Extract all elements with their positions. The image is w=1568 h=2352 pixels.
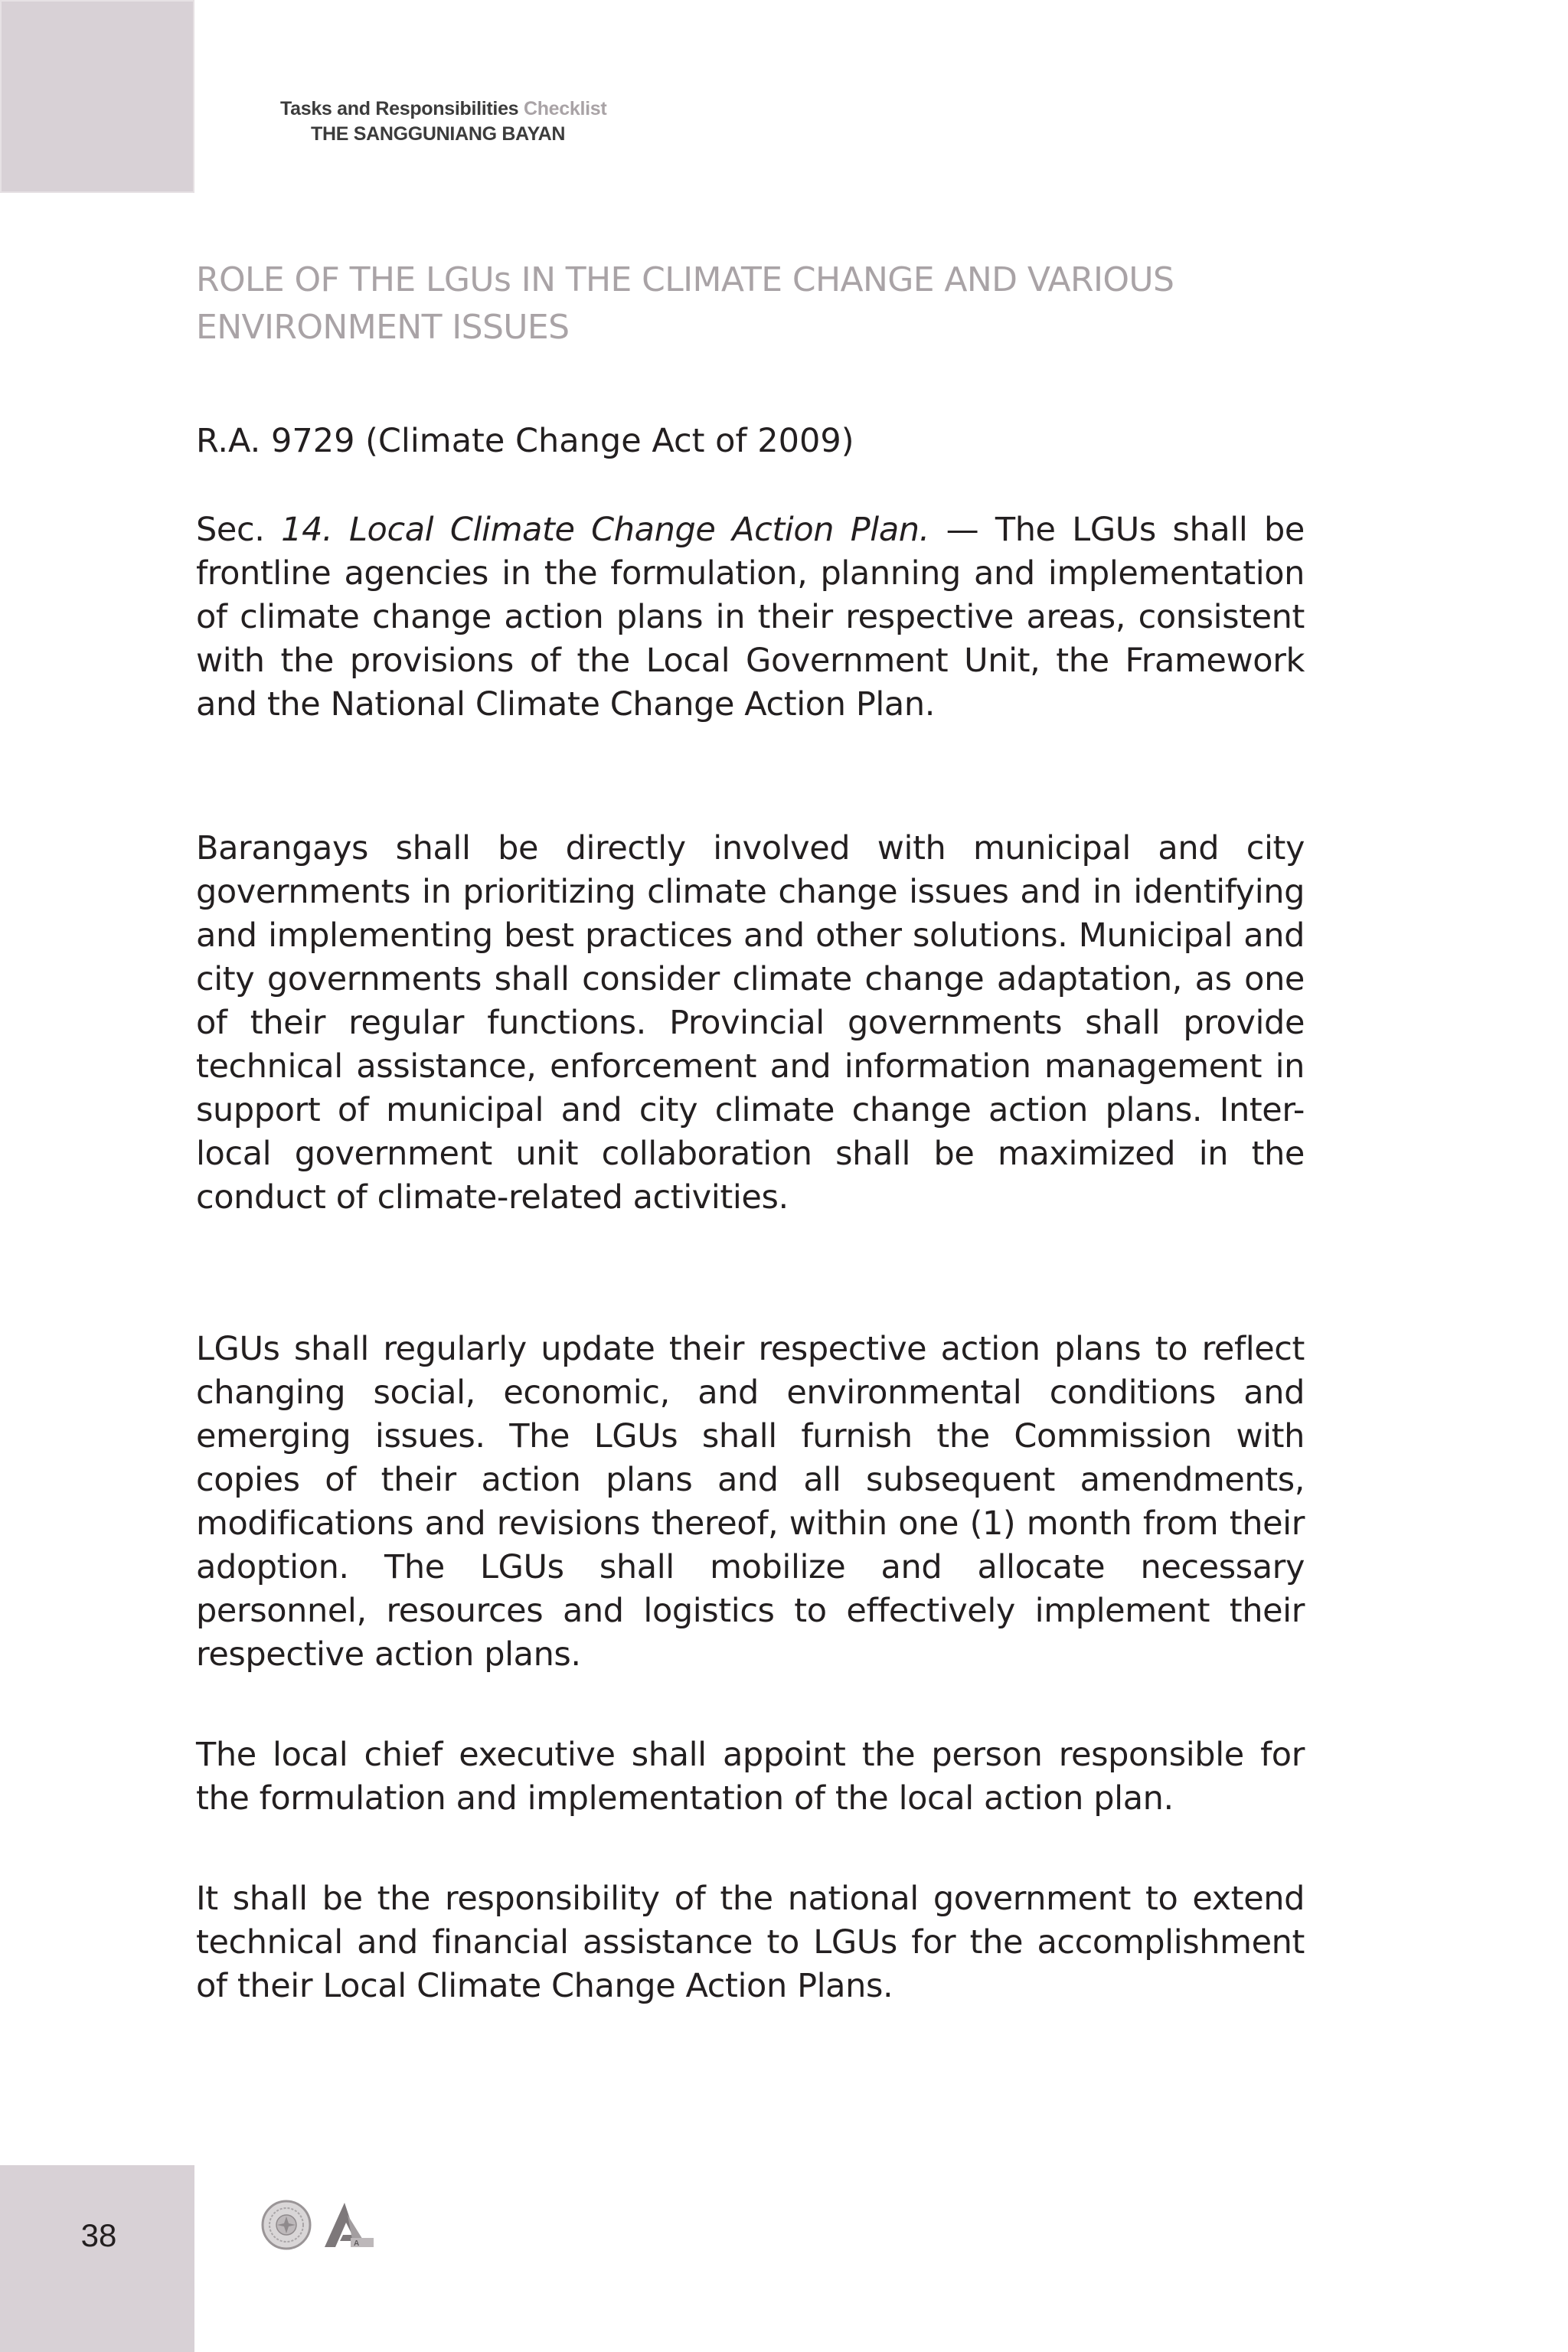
- running-header-title: Tasks and Responsibilities: [280, 98, 519, 119]
- footer-logos: [260, 2199, 377, 2254]
- section-title: ROLE OF THE LGUs IN THE CLIMATE CHANGE AND VARIOUS ENVIRONMENT ISSUES: [196, 260, 1174, 347]
- running-header-checklist: Checklist: [523, 98, 607, 119]
- paragraph-barangays: Barangays shall be directly involved with municipal and city governments in prioritizing climate change issues and in identifying and implementing best practices and other solutions. Municipal and city governments shall consider climate change adaptation, as one of their regular functions. Provincial governments shall provide technical assistance, enforcement and information management in support of municipal and city climate change action plans. Inter-local government unit collaboration shall be maximized in the conduct of climate-related activities.: [196, 829, 1305, 1217]
- paragraph-local-chief: The local chief executive shall appoint the person responsible for the formulation and implementation of the local action plan.: [196, 1736, 1305, 1818]
- running-header: [280, 96, 606, 147]
- sec-body: — The LGUs shall be frontline agencies in the formulation, planning and implementation of climate change action plans in their respective areas, consistent with the provisions of the Local Government Unit, the Framework and the National Climate Change Action Plan.: [196, 511, 1305, 724]
- sec-heading: 14. Local Climate Change Action Plan.: [281, 511, 929, 549]
- paragraph-national-government: It shall be the responsibility of the national government to extend technical and financial assistance to LGUs for the accomplishment of their Local Climate Change Action Plans.: [196, 1880, 1305, 2005]
- footer-corner-block: [0, 2165, 194, 2352]
- page-number: 38: [80, 2217, 117, 2253]
- seal-logo-icon: [260, 2199, 312, 2254]
- svg-text:A: A: [354, 2239, 360, 2248]
- header-corner-block: [0, 0, 194, 193]
- paragraph-sec-14: [196, 508, 1305, 727]
- lga-logo-icon: [322, 2200, 377, 2253]
- sec-label: Sec.: [196, 511, 265, 549]
- paragraph-lgus-update: LGUs shall regularly update their respective action plans to reflect changing social, economic, and environmental conditions and emerging issues. The LGUs shall furnish the Commission with copies of their action plans and all subsequent amendments, modifications and revisions thereof, within one (1) month from their adoption. The LGUs shall mobilize and allocate necessary personnel, resources and logistics to effectively implement their respective action plans.: [196, 1330, 1305, 1674]
- running-header-subtitle: THE SANGGUNIANG BAYAN: [311, 123, 566, 145]
- act-title: R.A. 9729 (Climate Change Act of 2009): [196, 422, 854, 460]
